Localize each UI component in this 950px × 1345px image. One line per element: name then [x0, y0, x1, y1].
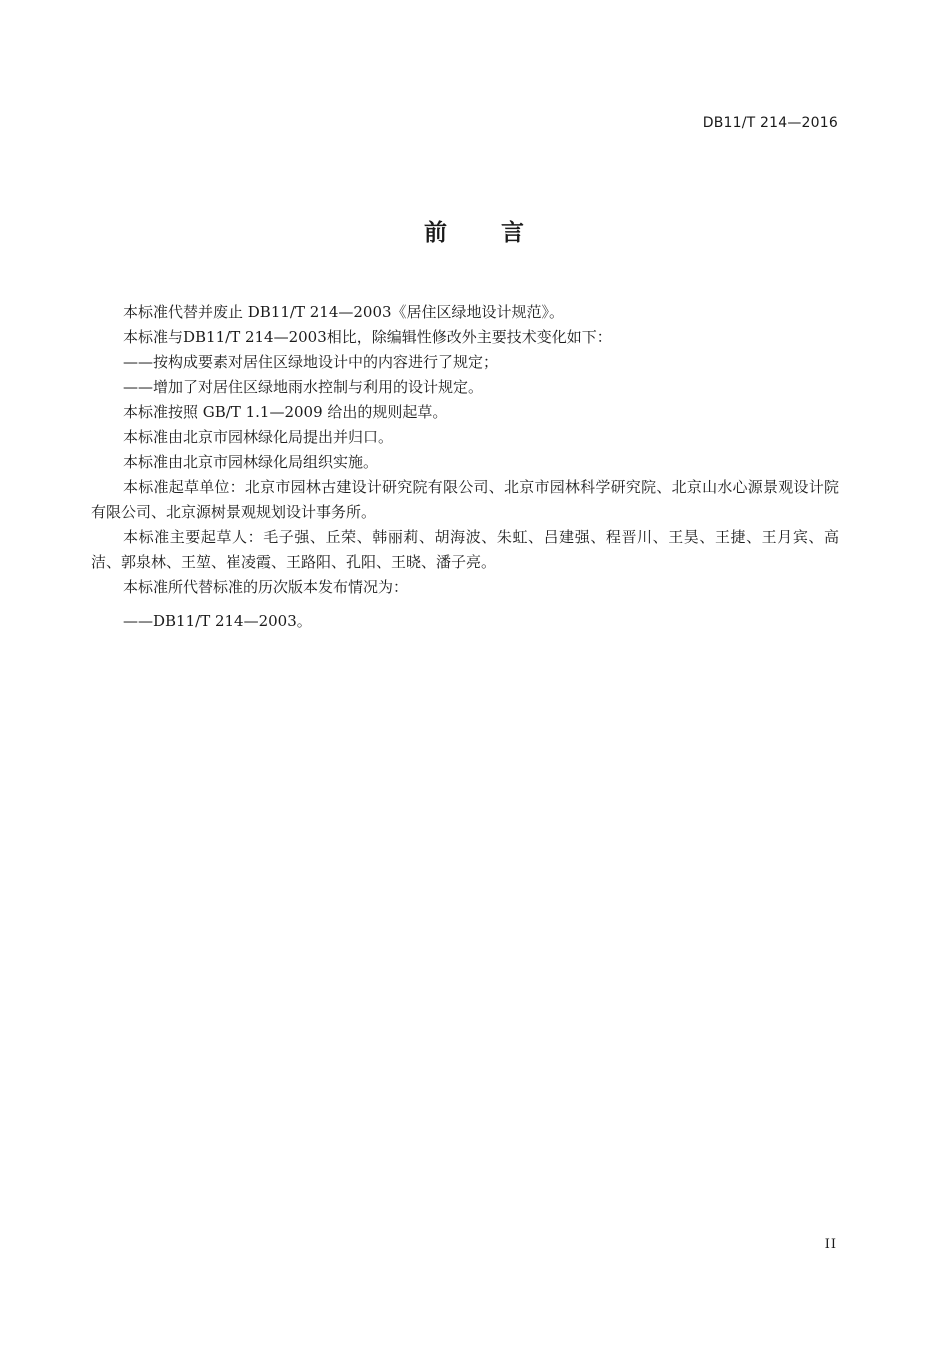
list-item-change-2: ——增加了对居住区绿地雨水控制与利用的设计规定。 [123, 378, 484, 396]
page-title [0, 214, 950, 247]
paragraph-changes: 本标准与DB11/T 214—2003相比，除编辑性修改外主要技术变化如下： [123, 328, 612, 346]
page-number: II [824, 1237, 837, 1252]
paragraph-proposer: 本标准由北京市园林绿化局提出并归口。 [123, 428, 394, 446]
list-item-change-1: ——按构成要素对居住区绿地设计中的内容进行了规定； [123, 353, 499, 371]
paragraph-drafters: 本标准主要起草人：毛子强、丘荣、韩丽莉、胡海波、朱虹、吕建强、程晋川、王昊、王捷、王月宾、高洁、郭泉林、王堃、崔凌霞、王路阳、孔阳、王晓、潘子亮。 [91, 528, 839, 571]
paragraph-implementer: 本标准由北京市园林绿化局组织实施。 [123, 453, 379, 471]
title-char-2: 言 [501, 220, 526, 246]
document-code: DB11/T 214—2016 [702, 115, 838, 131]
title-char-1: 前 [424, 220, 449, 246]
paragraph-drafting-rules: 本标准按照 GB/T 1.1—2009 给出的规则起草。 [123, 403, 448, 421]
list-item-history: ——DB11/T 214—2003。 [123, 612, 312, 630]
foreword-body [91, 300, 839, 634]
paragraph-history-intro: 本标准所代替标准的历次版本发布情况为： [123, 578, 409, 596]
paragraph-replacement: 本标准代替并废止 DB11/T 214—2003《居住区绿地设计规范》。 [123, 303, 565, 321]
paragraph-drafting-units: 本标准起草单位：北京市园林古建设计研究院有限公司、北京市园林科学研究院、北京山水心源景观设计院有限公司、北京源树景观规划设计事务所。 [91, 478, 839, 521]
